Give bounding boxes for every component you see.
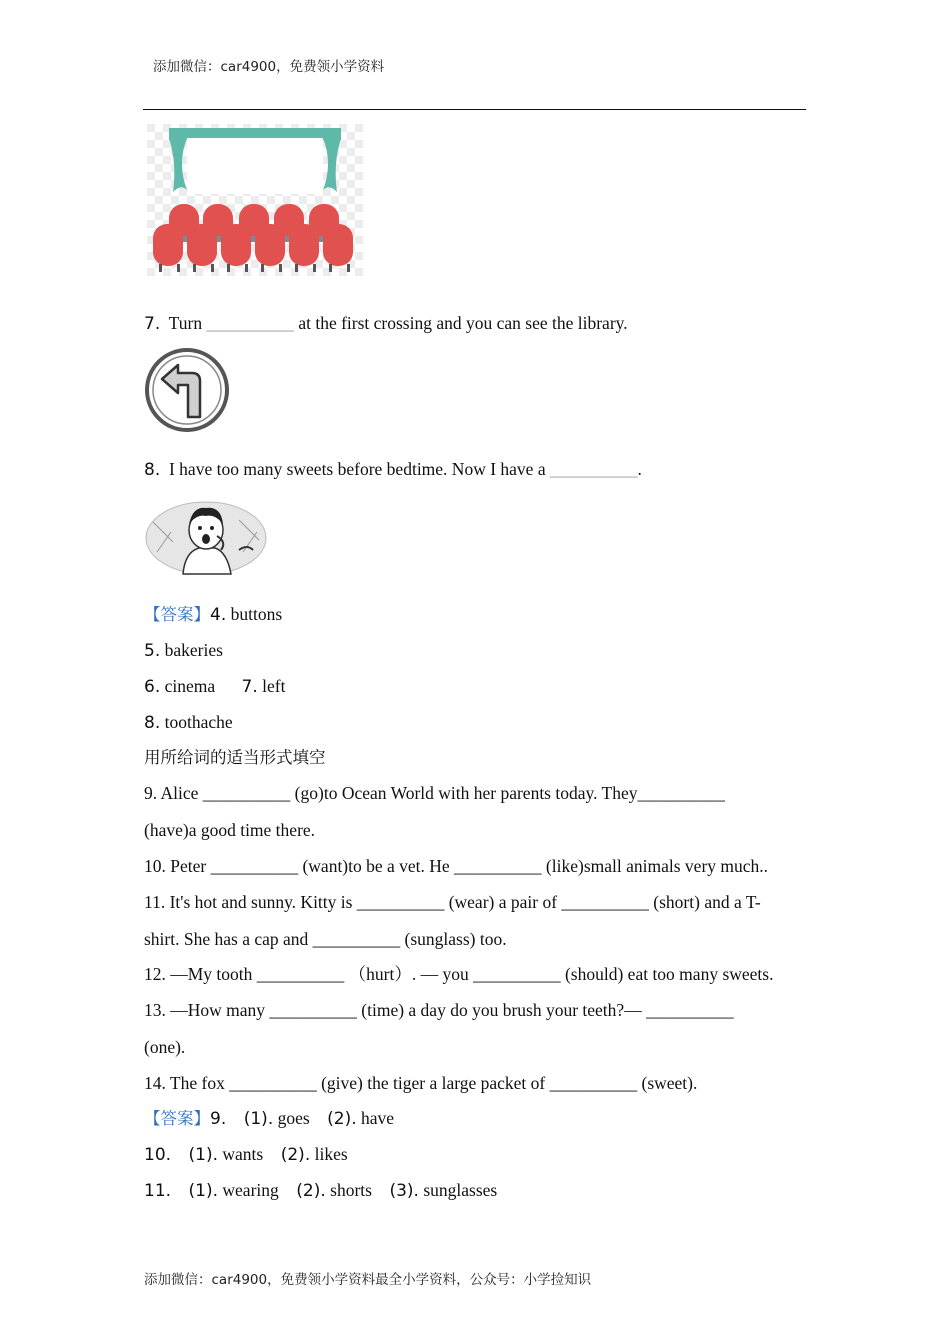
answer-line-5: 5. bakeries [144, 640, 223, 661]
exercise-13-line-1: 13. —How many __________ (time) a day do you brush your teeth?— __________ [144, 1000, 734, 1020]
toothache-illustration [143, 492, 269, 578]
answer-tag: 【答案】 [144, 1109, 210, 1128]
question-7: 7. Turn __________ at the first crossing and you can see the library. [144, 313, 628, 334]
section-title: 用所给词的适当形式填空 [144, 748, 326, 767]
exercise-10: 10. Peter __________ (want)to be a vet. He __________ (like)small animals very much.. [144, 856, 769, 876]
exercise-12: 12. —My tooth __________ （hurt）. — you __________ (should) eat too many sweets. [144, 964, 774, 984]
exercise-9-line-1: 9. Alice __________ (go)to Ocean World with her parents today. They__________ [144, 783, 726, 803]
answer-line-9: 【答案】9. (1). goes (2). have [144, 1108, 395, 1129]
answer-tag: 【答案】 [144, 605, 210, 624]
exercise-9-line-2: (have)a good time there. [144, 820, 316, 840]
page-footer: 添加微信：car4900，免费领小学资料最全小学资料，公众号：小学捡知识 [144, 1272, 592, 1288]
page-header: 添加微信：car4900，免费领小学资料 [153, 59, 385, 75]
question-8: 8. I have too many sweets before bedtime. Now I have a __________. [144, 459, 642, 480]
exercise-11-line-1: 11. It's hot and sunny. Kitty is __________ (wear) a pair of __________ (short) and a T- [144, 892, 761, 912]
answer-line-10: 10. (1). wants (2). likes [144, 1144, 348, 1165]
answer-line-8: 8. toothache [144, 712, 233, 733]
cinema-illustration [147, 124, 363, 276]
exercise-13-line-2: (one). [144, 1037, 186, 1057]
answer-line-11: 11. (1). wearing (2). shorts (3). sunglasses [144, 1180, 498, 1201]
exercise-14: 14. The fox __________ (give) the tiger a large packet of __________ (sweet). [144, 1073, 698, 1093]
screen [187, 138, 323, 194]
header-rule [143, 109, 806, 110]
answer-line-6-7: 6. cinema 7. left [144, 676, 286, 697]
exercise-11-line-2: shirt. She has a cap and __________ (sunglass) too. [144, 929, 507, 949]
turn-left-sign-icon [144, 347, 230, 433]
answer-line-4: 【答案】4. buttons [144, 604, 283, 625]
